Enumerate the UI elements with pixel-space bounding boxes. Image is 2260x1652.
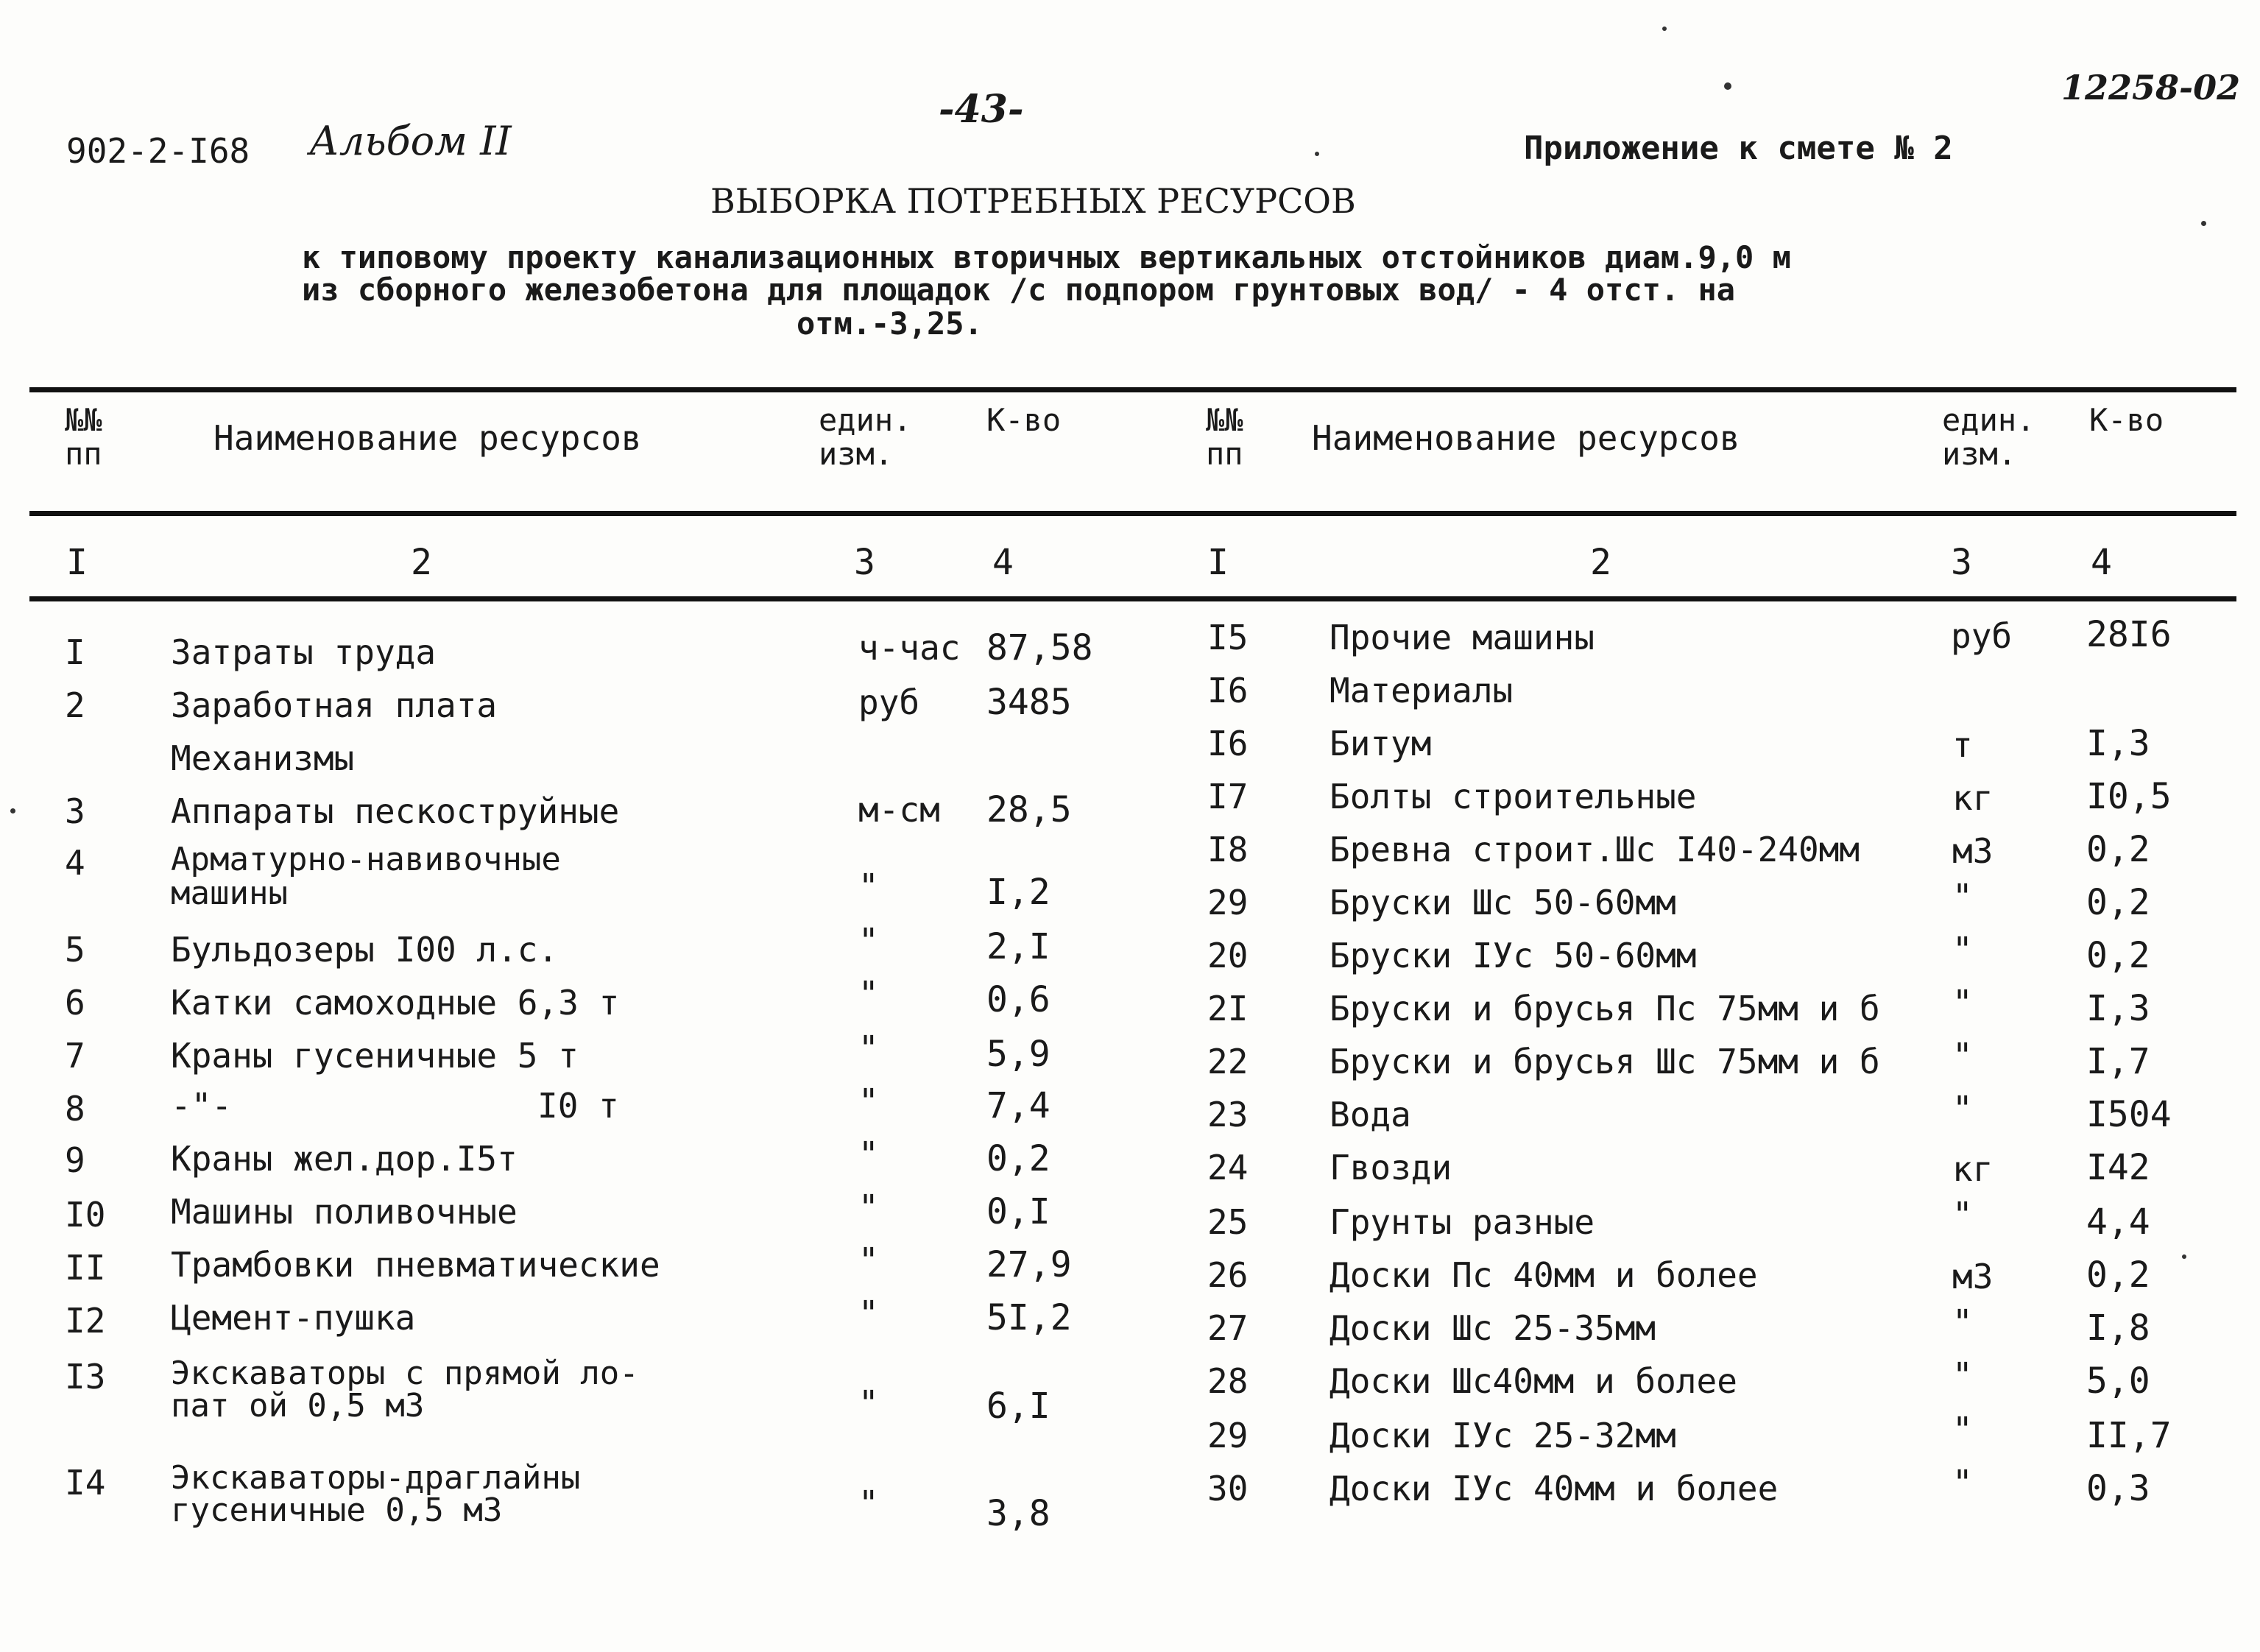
resource-name: Доски Шс40мм и более	[1329, 1361, 1737, 1401]
header-name-right: Наименование ресурсов	[1312, 418, 1740, 458]
resource-name: Доски Пс 40мм и более	[1329, 1255, 1758, 1295]
column-numbers-rule	[29, 596, 2236, 601]
quantity: 0,2	[2086, 829, 2150, 870]
quantity: I504	[2086, 1094, 2172, 1135]
unit: кг	[1952, 1149, 1994, 1189]
row-number: 26	[1207, 1255, 1249, 1295]
row-number: 27	[1207, 1308, 1249, 1348]
section-heading: Материалы	[1329, 671, 1514, 710]
header-num-right: №№ пп	[1206, 402, 1243, 472]
unit-ditto: "	[858, 921, 879, 961]
row-number: 8	[65, 1089, 85, 1129]
quantity: 0,2	[2086, 882, 2150, 923]
row-number: 23	[1207, 1095, 1249, 1134]
quantity: 28,5	[986, 789, 1072, 830]
unit-ditto: "	[858, 974, 879, 1014]
resource-name: Доски Шс 25-35мм	[1329, 1308, 1656, 1348]
quantity: 5,0	[2086, 1360, 2150, 1402]
unit: руб	[858, 682, 920, 722]
unit-ditto: "	[1952, 930, 1973, 970]
resource-name: Экскаваторы с прямой ло-	[171, 1355, 639, 1392]
quantity: 3485	[986, 682, 1072, 723]
row-number: I3	[65, 1357, 106, 1397]
row-number: I8	[1207, 830, 1249, 869]
row-number: 6	[65, 983, 85, 1023]
column-number: I	[1207, 542, 1229, 583]
resource-name: Бруски Шс 50-60мм	[1329, 883, 1676, 922]
row-number: 25	[1207, 1202, 1249, 1242]
subtitle-line-1: к типовому проекту канализационных вторичных вертикальных отстойников диам.9,0 м	[302, 239, 1791, 275]
unit-ditto: "	[1952, 1463, 1973, 1503]
scan-speck	[1724, 82, 1731, 90]
quantity: 0,2	[986, 1138, 1050, 1179]
document-number: 12258-02	[2061, 68, 2241, 107]
row-number: I0	[65, 1195, 106, 1235]
resource-name: Гвозди	[1329, 1148, 1452, 1187]
album-label: Альбом II	[309, 118, 512, 164]
column-number: 4	[2091, 542, 2112, 583]
quantity: I,3	[2086, 723, 2150, 764]
quantity: 6,I	[986, 1386, 1050, 1427]
unit-ditto: "	[1952, 1302, 1973, 1342]
unit-ditto: "	[858, 1293, 879, 1333]
row-number: 5	[65, 930, 85, 970]
row-number: 28	[1207, 1361, 1249, 1401]
project-code: 902-2-I68	[66, 131, 250, 171]
unit-ditto: "	[858, 1028, 879, 1068]
column-number: 3	[854, 542, 875, 583]
unit: ч-час	[858, 628, 961, 668]
quantity: II,7	[2086, 1415, 2172, 1456]
resource-name: Бульдозеры I00 л.с.	[171, 930, 559, 970]
row-number: II	[65, 1248, 106, 1288]
resource-name: Прочие машины	[1329, 618, 1595, 657]
column-number: 2	[1590, 542, 1611, 583]
row-number: 22	[1207, 1042, 1249, 1081]
resource-name: Болты строительные	[1329, 777, 1697, 816]
quantity: 7,4	[986, 1085, 1050, 1126]
resource-name: Краны жел.дор.I5т	[171, 1139, 518, 1179]
quantity: I,3	[2086, 988, 2150, 1029]
resource-name: Экскаваторы-драглайны	[171, 1459, 581, 1497]
row-number: 24	[1207, 1148, 1249, 1187]
unit-ditto: "	[858, 866, 879, 906]
column-number: 4	[992, 542, 1014, 583]
unit-ditto: "	[1952, 1195, 1973, 1235]
quantity: 5,9	[986, 1034, 1050, 1075]
unit-ditto: "	[858, 1081, 879, 1121]
subtitle-line-3: отм.-3,25.	[797, 306, 983, 342]
quantity: 0,2	[2086, 1254, 2150, 1296]
row-number: 2I	[1207, 989, 1249, 1028]
unit: руб	[1951, 616, 2013, 656]
resource-name: Бруски и брусья Пс 75мм и б	[1329, 989, 1880, 1028]
resource-name: Затраты труда	[171, 632, 437, 672]
quantity: 0,6	[986, 979, 1050, 1020]
quantity: 2,I	[986, 926, 1050, 967]
quantity: 4,4	[2086, 1201, 2150, 1243]
unit: кг	[1952, 778, 1994, 818]
row-number: I7	[1207, 777, 1249, 816]
resource-name: Аппараты пескоструйные	[171, 791, 620, 831]
header-qty-right: К-во	[2089, 402, 2164, 438]
quantity: I42	[2086, 1147, 2150, 1188]
header-name-left: Наименование ресурсов	[213, 418, 642, 458]
row-number: I4	[65, 1463, 106, 1503]
unit-ditto: "	[1952, 1089, 1973, 1129]
resource-name: Бруски IУс 50-60мм	[1329, 936, 1697, 975]
appendix-label: Приложение к смете № 2	[1524, 130, 1953, 167]
quantity: 0,I	[986, 1191, 1050, 1232]
row-number: I	[65, 632, 85, 672]
page-number: -43-	[939, 87, 1024, 132]
row-number: 7	[65, 1036, 85, 1076]
unit: м-см	[858, 790, 940, 830]
section-heading: Механизмы	[171, 738, 355, 778]
resource-name: Доски IУс 40мм и более	[1329, 1469, 1779, 1508]
row-number: I6	[1207, 671, 1249, 710]
column-number: 3	[1951, 542, 1972, 583]
row-number: 4	[65, 843, 85, 883]
quantity: 87,58	[986, 627, 1093, 668]
resource-name-cont: пат ой 0,5 м3	[171, 1387, 425, 1425]
unit-ditto: "	[858, 1134, 879, 1174]
resource-name: Вода	[1329, 1095, 1411, 1134]
row-number: 9	[65, 1140, 85, 1180]
unit: м3	[1952, 831, 1994, 871]
header-bottom-rule	[29, 511, 2236, 516]
resource-name: Бруски и брусья Шс 75мм и б	[1329, 1042, 1880, 1081]
header-unit-right: един. изм.	[1942, 402, 2035, 472]
table-top-rule	[29, 387, 2236, 392]
row-number: I6	[1207, 724, 1249, 763]
unit-ditto: "	[1952, 1036, 1973, 1076]
header-unit-left: един. изм.	[819, 402, 912, 472]
quantity: I0,5	[2086, 776, 2172, 817]
quantity: 27,9	[986, 1244, 1072, 1285]
resource-name: Трамбовки пневматические	[171, 1245, 660, 1285]
page-title: ВЫБОРКА ПОТРЕБНЫХ РЕСУРСОВ	[710, 181, 1356, 221]
column-number: I	[66, 542, 88, 583]
unit-ditto: "	[1952, 1410, 1973, 1450]
unit-ditto: "	[1952, 1355, 1973, 1395]
column-number: 2	[411, 542, 432, 583]
row-number: 29	[1207, 1416, 1249, 1455]
unit-ditto: "	[858, 1383, 879, 1423]
quantity: 28I6	[2086, 614, 2172, 655]
resource-name: -"-	[171, 1086, 233, 1126]
unit-ditto: "	[858, 1483, 879, 1523]
unit-ditto: "	[1952, 877, 1973, 917]
header-num-left: №№ пп	[65, 402, 102, 472]
quantity: 0,3	[2086, 1468, 2150, 1509]
resource-name: Битум	[1329, 724, 1432, 763]
row-number: 2	[65, 685, 85, 725]
quantity: I,8	[2086, 1307, 2150, 1349]
scan-speck	[1315, 152, 1319, 156]
resource-name-cont: гусеничные 0,5 м3	[171, 1492, 503, 1529]
row-number: I2	[65, 1301, 106, 1341]
quantity: I,7	[2086, 1041, 2150, 1082]
unit-ditto: "	[858, 1187, 879, 1227]
resource-name: Заработная плата	[171, 685, 498, 725]
row-number: I5	[1207, 618, 1249, 657]
quantity: 0,2	[2086, 935, 2150, 976]
unit: м3	[1952, 1257, 1994, 1296]
scan-speck	[10, 808, 15, 813]
scan-speck	[1662, 27, 1667, 31]
scan-speck	[2182, 1254, 2186, 1259]
quantity: I,2	[986, 872, 1050, 913]
header-qty-left: К-во	[986, 402, 1062, 438]
unit-ditto: "	[1952, 983, 1973, 1023]
unit: т	[1952, 725, 1973, 765]
resource-name: Грунты разные	[1329, 1202, 1595, 1242]
resource-name: Машины поливочные	[171, 1192, 518, 1232]
row-number: 20	[1207, 936, 1249, 975]
resource-name: Бревна строит.Шс I40-240мм	[1329, 830, 1860, 869]
resource-name: Катки самоходные 6,3 т	[171, 983, 620, 1023]
unit-ditto: "	[858, 1240, 879, 1280]
row-number: 3	[65, 791, 85, 831]
row-number: 29	[1207, 883, 1249, 922]
subtitle-line-2: из сборного железобетона для площадок /с подпором грунтовых вод/ - 4 отст. на	[302, 272, 1736, 308]
resource-name: Цемент-пушка	[171, 1298, 416, 1338]
quantity: 5I,2	[986, 1297, 1072, 1338]
resource-name: Доски IУс 25-32мм	[1329, 1416, 1676, 1455]
resource-name: Краны гусеничные 5 т	[171, 1036, 579, 1076]
resource-name-cont: машины	[171, 875, 288, 912]
resource-name-extra: I0 т	[537, 1086, 619, 1126]
resource-name: Арматурно-навивочные	[171, 841, 561, 878]
scan-speck	[2201, 221, 2206, 226]
row-number: 30	[1207, 1469, 1249, 1508]
quantity: 3,8	[986, 1493, 1050, 1534]
